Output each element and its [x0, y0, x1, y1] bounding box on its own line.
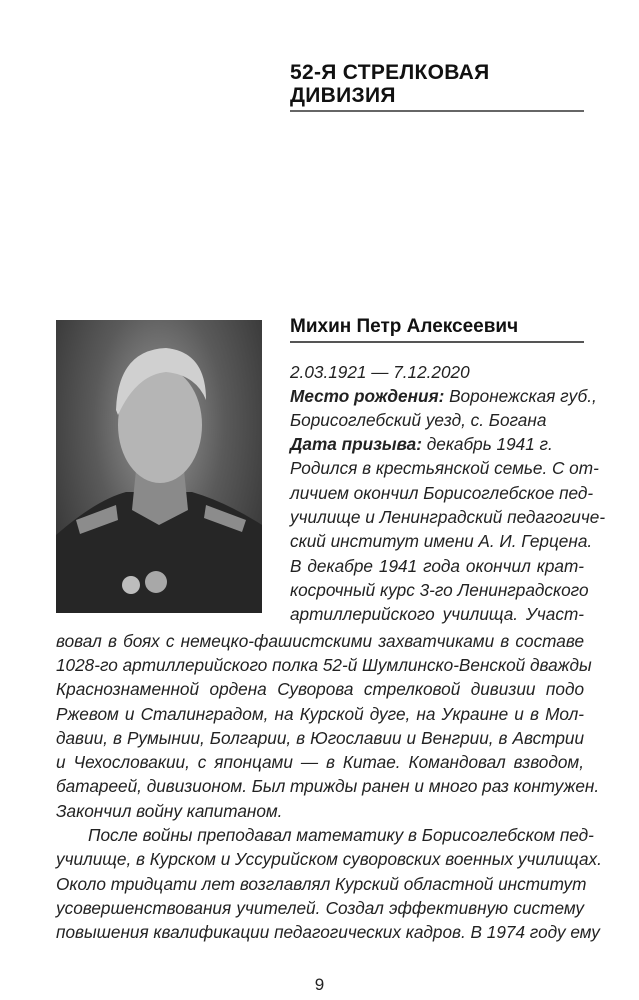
- life-dates: 2.03.1921 — 7.12.2020: [290, 362, 470, 382]
- chapter-heading: [290, 61, 584, 107]
- bio-line: Около тридцати лет возглавлял Курский областной институт: [56, 874, 587, 894]
- birthplace-value: Воронежская губ.,: [444, 386, 597, 406]
- bio-line: 1028-го артиллерийского полка 52-й Шумлинско-Венской дважды: [56, 655, 592, 675]
- bio-line: В декабре 1941 года окончил крат-: [290, 556, 584, 576]
- bio-line: косрочный курс 3-го Ленинградского: [290, 580, 589, 600]
- birthplace-value-cont: Борисоглебский уезд, с. Богана: [290, 410, 547, 430]
- bio-line: училище и Ленинградский педагогиче-: [290, 507, 606, 527]
- bio-line: повышения квалификации педагогических кадров. В 1974 году ему: [56, 922, 600, 942]
- bio-line: и Чехословакии, с японцами — в Китае. Командовал взводом,: [56, 752, 584, 772]
- page-number: 9: [314, 975, 325, 994]
- bio-line: усовершенствования учителей. Создал эффективную систему: [56, 898, 584, 918]
- birthplace-line: [290, 386, 597, 406]
- draft-value: декабрь 1941 г.: [421, 434, 553, 454]
- name-divider: [290, 341, 584, 343]
- person-name: Михин Петр Алексеевич: [290, 316, 519, 337]
- bio-line: училище, в Курском и Уссурийском суворовских военных училищах.: [56, 849, 602, 869]
- bio-line: Краснознаменной ордена Суворова стрелковой дивизии подо: [56, 679, 584, 699]
- bio-line: Родился в крестьянской семье. С от-: [290, 458, 599, 478]
- bio-line: ский институт имени А. И. Герцена.: [290, 531, 593, 551]
- portrait-photo: [56, 320, 262, 613]
- bio-line: артиллерийского училища. Участ-: [290, 604, 584, 624]
- bio-line: личием окончил Борисоглебское пед-: [290, 483, 594, 503]
- draft-line: [290, 434, 584, 454]
- bio-line: После войны преподавал математику в Борисоглебском пед-: [88, 825, 594, 845]
- chapter-heading-line2: ДИВИЗИЯ: [290, 84, 396, 107]
- birthplace-label: Место рождения:: [290, 386, 445, 406]
- chapter-heading-line1: 52-Я СТРЕЛКОВАЯ: [290, 61, 490, 84]
- bio-line: вовал в боях с немецко-фашистскими захватчиками в составе: [56, 631, 584, 651]
- heading-divider: [290, 110, 584, 112]
- bio-line: давии, в Румынии, Болгарии, в Югославии и Венгрии, в Австрии: [56, 728, 584, 748]
- draft-label: Дата призыва:: [290, 434, 422, 454]
- bio-line: Закончил войну капитаном.: [56, 801, 283, 821]
- bio-line: Ржевом и Сталинградом, на Курской дуге, на Украине и в Мол-: [56, 704, 584, 724]
- bio-line: батареей, дивизионом. Был трижды ранен и много раз контужен.: [56, 776, 600, 796]
